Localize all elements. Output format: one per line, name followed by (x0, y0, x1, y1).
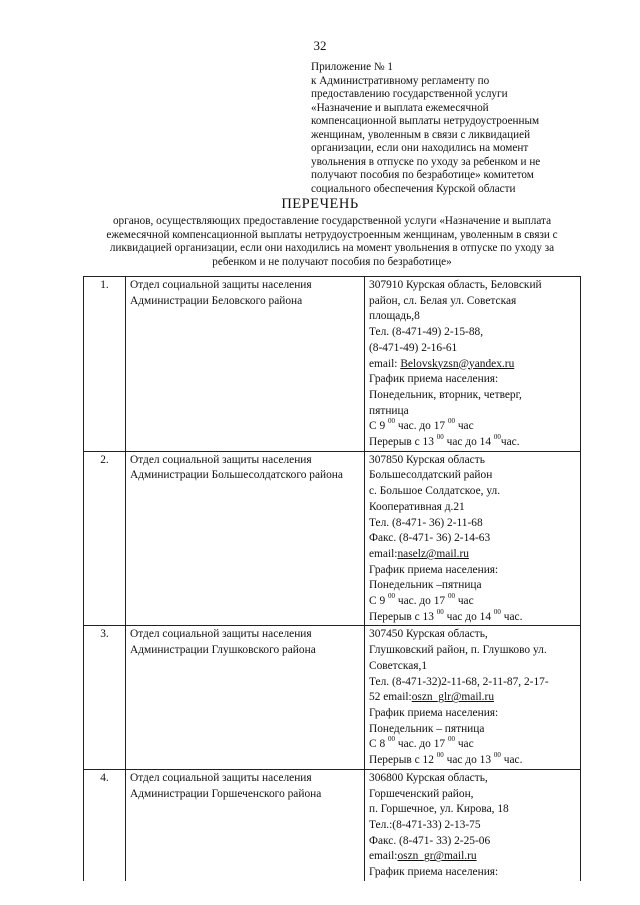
schedule-hours: С 9 $^{00}$ час. до 17 $^{00}$ час (369, 417, 474, 433)
address-line: Глушковский район, п. Глушково ул. (369, 644, 547, 657)
document-subtitle (84, 215, 580, 269)
subtitle-line: ежемесячной компенсационной выплаты нетрудоустроенным женщинам, уволенным в связи с (106, 228, 558, 241)
address-line: 306800 Курская область, (369, 771, 488, 784)
appendix-line: Приложение № 1 (311, 61, 393, 73)
email-link[interactable]: oszn_gr@mail.ru (397, 850, 477, 863)
office-contacts (365, 451, 581, 626)
address-line: Советская,1 (369, 659, 428, 672)
appendix-line: женщинам, уволенным в связи с ликвидацией (311, 128, 531, 141)
email-line (369, 690, 576, 706)
email-label: email: (369, 850, 398, 863)
email-label: 52 email: (369, 691, 412, 704)
address-line: Кооперативная д.21 (369, 500, 465, 513)
row-number: 3. (84, 626, 126, 769)
office-name: Отдел социальной защиты населения Администрации Беловского района (126, 277, 365, 452)
email-line (369, 547, 576, 563)
schedule-days: Понедельник –пятница (369, 579, 482, 592)
subtitle-line: органов, осуществляющих предоставление государственной услуги «Назначение и выплата (112, 215, 552, 227)
superscript-minutes: 00 (388, 735, 395, 744)
appendix-line: «Назначение и выплата ежемесячной (311, 101, 489, 114)
superscript-minutes: 00 (436, 607, 444, 616)
table-row (84, 769, 581, 880)
superscript-minutes: 00 (493, 433, 501, 442)
table-row (84, 626, 581, 769)
appendix-line: организации, если они находились на момент (311, 142, 529, 154)
address-line: с. Большое Солдатское, ул. (369, 485, 501, 498)
row-number: 4. (84, 769, 126, 880)
schedule-hours: С 9 $^{00}$ час. до 17 $^{00}$ час (369, 592, 474, 608)
address-line: п. Горшечное, ул. Кирова, 18 (369, 803, 509, 816)
schedule-days: Понедельник, вторник, четверг, (369, 388, 522, 401)
office-name: Отдел социальной защиты населения Администрации Горшеченского района (126, 769, 365, 880)
phone-line: Тел. (8-471-49) 2-15-88, (369, 326, 484, 339)
schedule-label: График приема населения: (369, 563, 499, 576)
superscript-minutes: 00 (447, 417, 455, 426)
email-label: email: (369, 547, 398, 560)
subtitle-line: ликвидацией организации, если они находились на момент увольнения в отпуске по уходу за (109, 242, 555, 254)
address-line: Горшеченский район, (369, 787, 474, 800)
phone-line: Тел. (8-471-32)2-11-68, 2-11-87, 2-17- (369, 675, 549, 688)
office-name: Отдел социальной защиты населения Администрации Большесолдатского района (126, 451, 365, 626)
address-line: 307450 Курская область, (369, 628, 488, 641)
office-contacts (365, 626, 581, 769)
phone-line: Факс. (8-471- 33) 2-25-06 (369, 834, 491, 847)
email-line (369, 849, 576, 865)
schedule-break: Перерыв с 13 $^{00}$ час до 14 $^{00}$час. (369, 433, 520, 449)
phone-line: Тел.:(8-471-33) 2-13-75 (369, 818, 481, 831)
schedule-days: Понедельник – пятница (369, 722, 485, 735)
appendix-header (311, 61, 601, 196)
table-row (84, 277, 581, 452)
appendix-line: социального обеспечения Курской области (311, 182, 516, 195)
offices-table (83, 276, 581, 881)
phone-line: Факс. (8-471- 36) 2-14-63 (369, 532, 491, 545)
superscript-minutes: 00 (388, 417, 395, 426)
phone-line: Тел. (8-471- 36) 2-11-68 (369, 516, 483, 529)
office-name: Отдел социальной защиты населения Администрации Глушковского района (126, 626, 365, 769)
row-number: 2. (84, 451, 126, 626)
appendix-line: получают пособия по безработице» комитетом (311, 169, 534, 181)
superscript-minutes: 00 (388, 592, 395, 601)
document-title: ПЕРЕЧЕНЬ (281, 196, 359, 212)
superscript-minutes: 00 (447, 735, 455, 744)
phone-line: (8-471-49) 2-16-61 (369, 341, 458, 354)
email-link[interactable]: Belovskyzsn@yandex.ru (400, 357, 515, 370)
appendix-line: к Административному регламенту по (311, 74, 490, 87)
schedule-label: График приема населения: (369, 373, 499, 386)
superscript-minutes: 00 (493, 751, 501, 760)
schedule-hours: С 8 $^{00}$ час. до 17 $^{00}$ час (369, 735, 474, 751)
schedule-label: График приема населения: (369, 706, 499, 719)
superscript-minutes: 00 (436, 433, 444, 442)
email-link[interactable]: oszn_glr@mail.ru (411, 691, 495, 704)
subtitle-line: ребенком и не получают пособия по безработице» (212, 255, 452, 268)
table-row (84, 451, 581, 626)
office-contacts (365, 277, 581, 452)
address-line: 307910 Курская область, Беловский (369, 279, 542, 291)
superscript-minutes: 00 (436, 751, 444, 760)
address-line: площадь,8 (369, 310, 420, 323)
row-number: 1. (84, 277, 126, 452)
appendix-line: компенсационной выплаты нетрудоустроенным (311, 115, 540, 127)
office-contacts (365, 769, 581, 880)
address-line: район, сл. Белая ул. Советская (369, 294, 517, 307)
superscript-minutes: 00 (447, 592, 455, 601)
superscript-minutes: 00 (493, 607, 501, 616)
page-number: 32 (313, 38, 327, 53)
schedule-break: Перерыв с 12 $^{00}$ час до 13 $^{00}$ час. (369, 751, 523, 767)
address-line: 307850 Курская область (369, 453, 485, 466)
email-line (369, 357, 576, 373)
email-link[interactable]: naselz@mail.ru (397, 547, 469, 560)
email-label: email: (369, 357, 401, 370)
schedule-days: пятница (369, 404, 409, 417)
schedule-label: График приема населения: (369, 866, 499, 879)
address-line: Большесолдатский район (369, 469, 493, 482)
schedule-break: Перерыв с 13 $^{00}$ час до 14 $^{00}$ час. (369, 607, 523, 623)
appendix-line: предоставлению государственной услуги (311, 88, 508, 100)
appendix-line: увольнения в отпуске по уходу за ребенком и не (311, 155, 541, 168)
